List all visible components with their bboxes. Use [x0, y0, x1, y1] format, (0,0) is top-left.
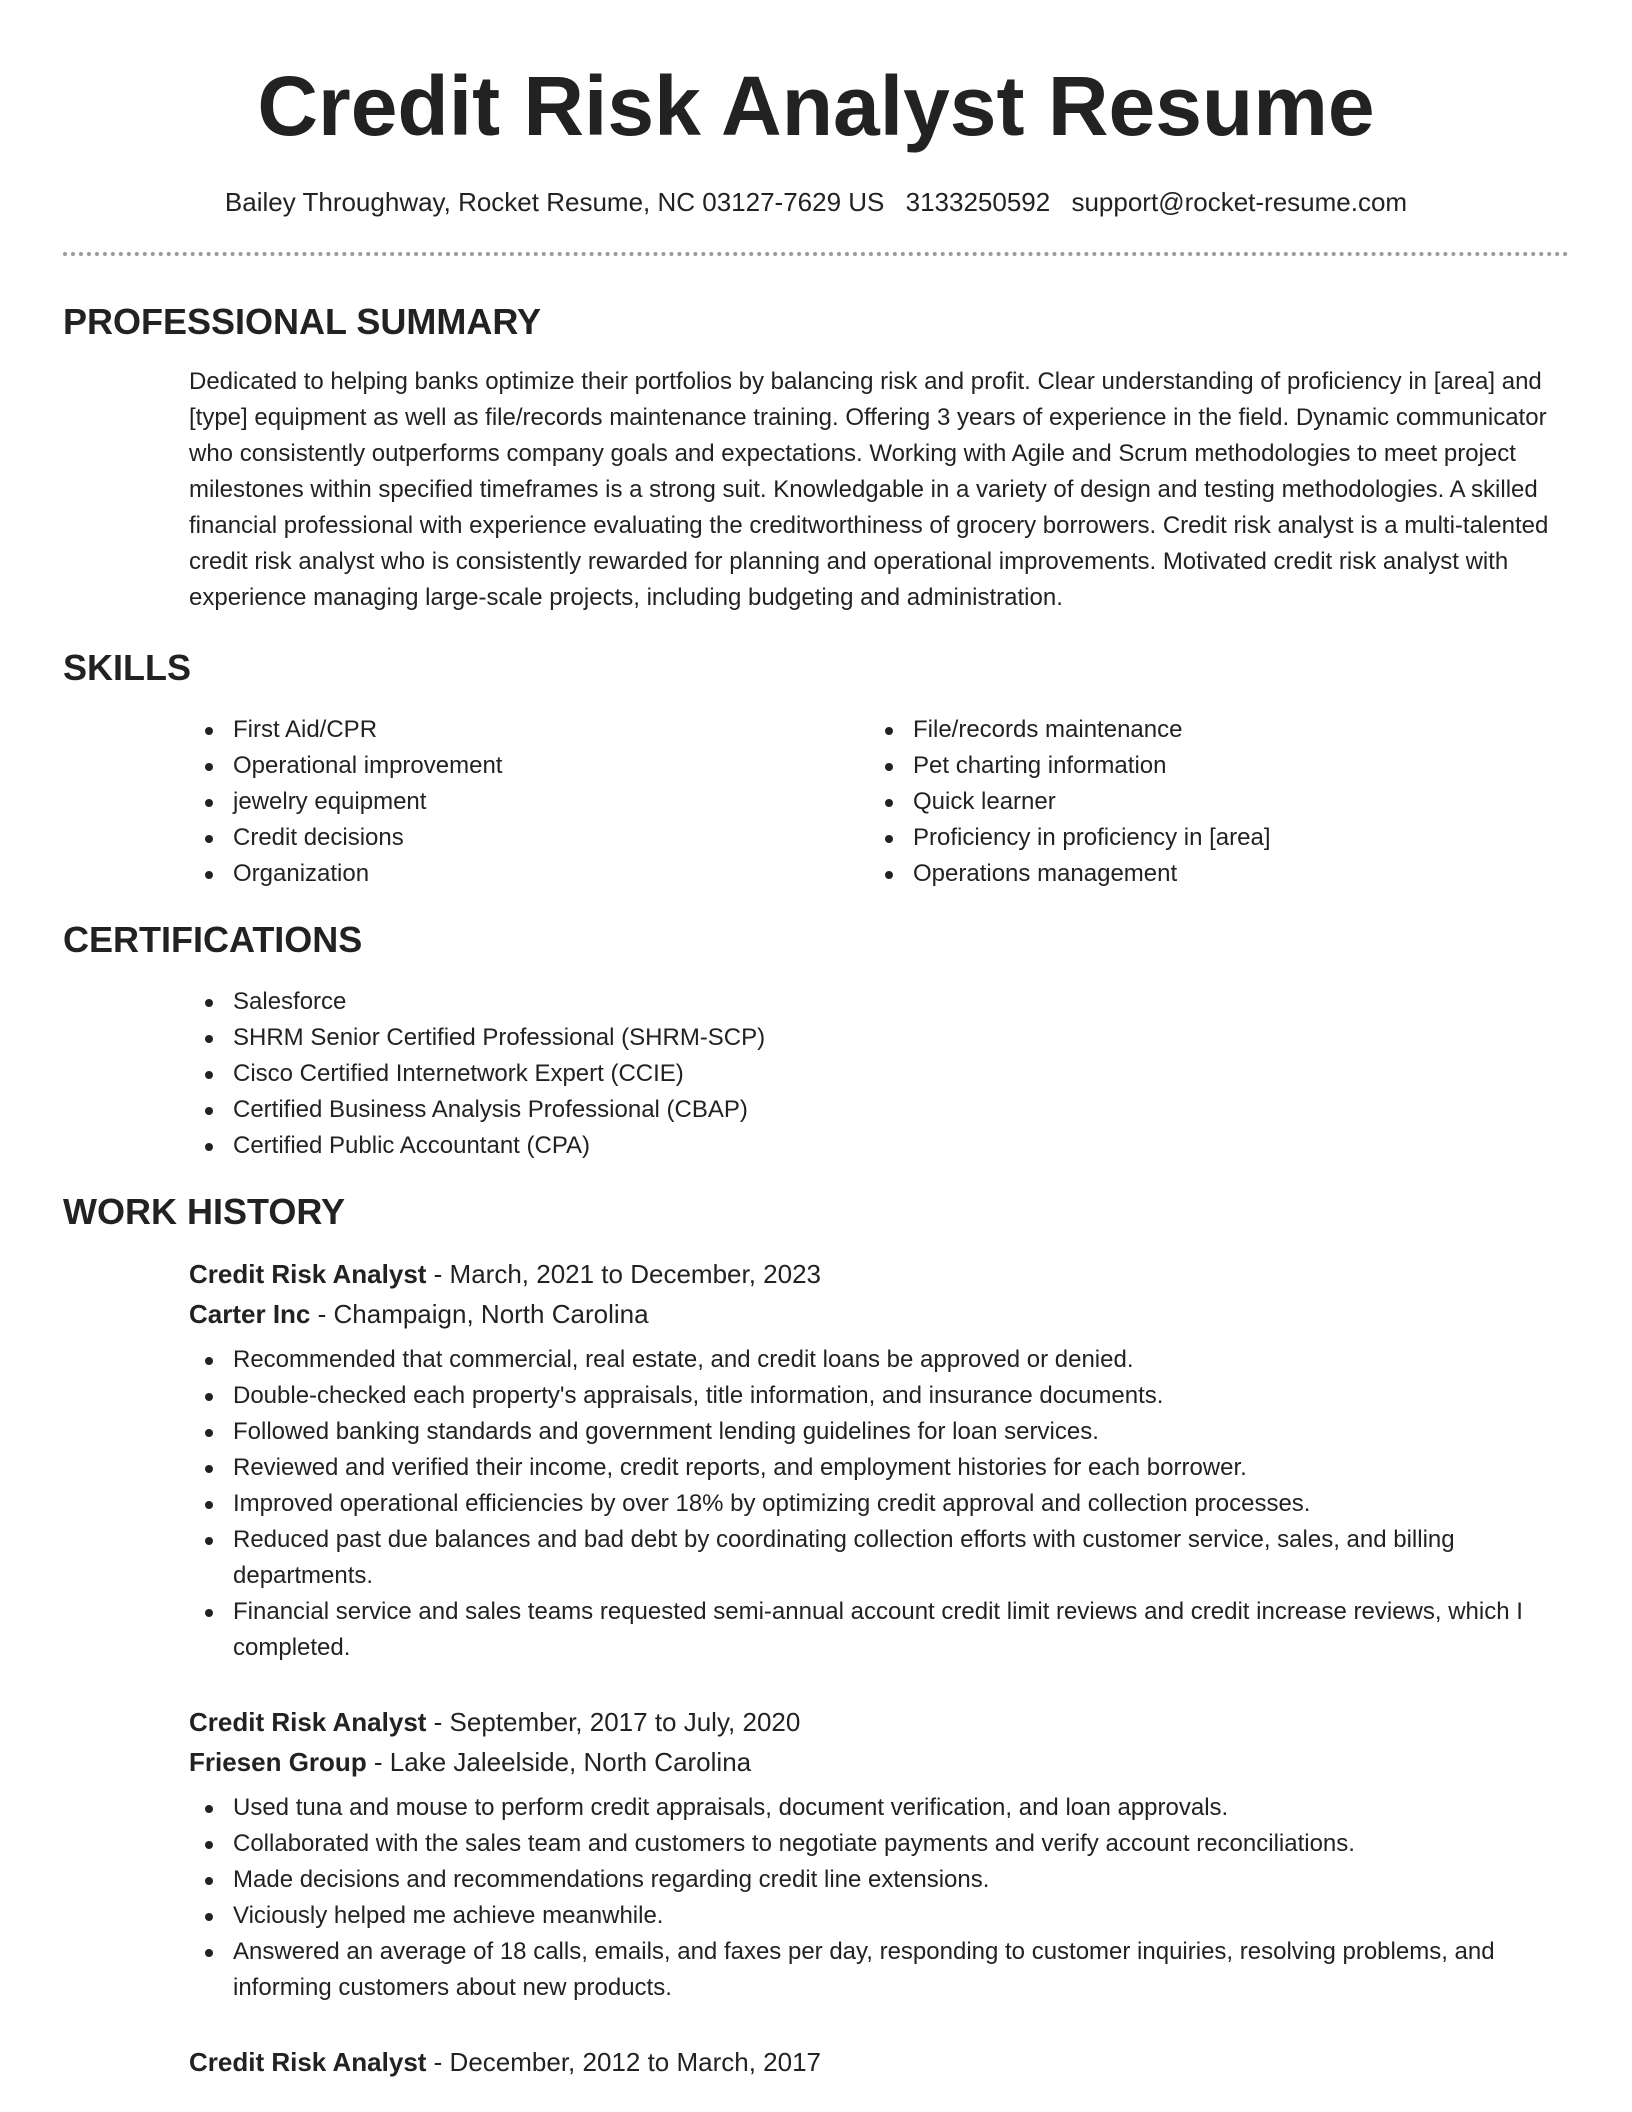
job-bullet: Answered an average of 18 calls, emails, and faxes per day, responding to customer inquiries, resolving problems, and informing customers about new products.: [189, 1934, 1569, 2006]
job-dates: - December, 2012 to March, 2017: [426, 2047, 821, 2077]
job-bullet: Improved operational efficiencies by over 18% by optimizing credit approval and collection processes.: [189, 1486, 1569, 1522]
certification-item: Certified Business Analysis Professional (CBAP): [189, 1092, 1569, 1128]
skill-item: First Aid/CPR: [189, 712, 869, 748]
certification-item: SHRM Senior Certified Professional (SHRM-SCP): [189, 1020, 1569, 1056]
contact-line: [0, 182, 1632, 222]
skills-list-right: [869, 712, 1549, 892]
certification-item: Certified Public Accountant (CPA): [189, 1128, 1569, 1164]
certification-item: Cisco Certified Internetwork Expert (CCIE): [189, 1056, 1569, 1092]
certifications-list: [189, 984, 1569, 1164]
job-entry: [189, 2042, 1569, 2082]
job-entry: [189, 1254, 1569, 1666]
resume-title: Credit Risk Analyst Resume: [257, 59, 1375, 153]
job-bullet: Double-checked each property's appraisals, title information, and insurance documents.: [189, 1378, 1569, 1414]
skill-item: Quick learner: [869, 784, 1549, 820]
job-title-line: [189, 1254, 1569, 1294]
contact-address: Bailey Throughway, Rocket Resume, NC 03127-7629 US: [224, 187, 885, 217]
summary-heading: PROFESSIONAL SUMMARY: [63, 301, 542, 342]
job-dates: - March, 2021 to December, 2023: [426, 1259, 821, 1289]
contact-phone: 3133250592: [905, 187, 1051, 217]
work-history-heading: WORK HISTORY: [63, 1191, 346, 1232]
skill-item: jewelry equipment: [189, 784, 869, 820]
job-company-line: [189, 1294, 1569, 1334]
summary-text: Dedicated to helping banks optimize their portfolios by balancing risk and profit. Clear understanding of proficiency in [area] and [type] equipment as well as file/records maintenance training. Offering 3 years of experience in the field. Dynamic communicator who consistently outperforms company goals and expectations. Working with Agile and Scrum methodologies to meet project milestones within specified timeframes is a strong suit. Knowledgable in a variety of design and testing methodologies. A skilled financial professional with experience evaluating the creditworthiness of grocery borrowers. Credit risk analyst is a multi-talented credit risk analyst who is consistently rewarded for planning and operational improvements. Motivated credit risk analyst with experience managing large-scale projects, including budgeting and administration.: [189, 368, 1549, 611]
job-title: Credit Risk Analyst: [189, 1707, 427, 1737]
job-bullet: Reduced past due balances and bad debt by coordinating collection efforts with customer service, sales, and billing departments.: [189, 1522, 1569, 1594]
skill-item: Operational improvement: [189, 748, 869, 784]
skill-item: Pet charting information: [869, 748, 1549, 784]
job-company: Friesen Group: [189, 1747, 367, 1777]
job-bullet: Reviewed and verified their income, credit reports, and employment histories for each borrower.: [189, 1450, 1569, 1486]
job-bullet: Financial service and sales teams requested semi-annual account credit limit reviews and credit increase reviews, which I completed.: [189, 1594, 1569, 1666]
job-dates: - September, 2017 to July, 2020: [426, 1707, 801, 1737]
job-bullets: [189, 1342, 1569, 1666]
header-divider: [63, 252, 1569, 256]
job-title-line: [189, 2042, 1569, 2082]
skills-columns: [189, 712, 1569, 892]
skills-list-left: [189, 712, 869, 892]
job-bullet: Recommended that commercial, real estate, and credit loans be approved or denied.: [189, 1342, 1569, 1378]
skill-item: Organization: [189, 856, 869, 892]
skills-heading: SKILLS: [63, 647, 192, 688]
job-bullets: [189, 1790, 1569, 2006]
job-title: Credit Risk Analyst: [189, 2047, 427, 2077]
job-bullet: Collaborated with the sales team and customers to negotiate payments and verify account reconciliations.: [189, 1826, 1569, 1862]
job-title: Credit Risk Analyst: [189, 1259, 427, 1289]
job-bullet: Followed banking standards and government lending guidelines for loan services.: [189, 1414, 1569, 1450]
job-location: - Champaign, North Carolina: [310, 1299, 649, 1329]
job-entry: [189, 1702, 1569, 2006]
job-company: Carter Inc: [189, 1299, 311, 1329]
skill-item: Credit decisions: [189, 820, 869, 856]
job-bullet: Viciously helped me achieve meanwhile.: [189, 1898, 1569, 1934]
job-title-line: [189, 1702, 1569, 1742]
job-bullet: Used tuna and mouse to perform credit appraisals, document verification, and loan approvals.: [189, 1790, 1569, 1826]
job-company-line: [189, 1742, 1569, 1782]
certification-item: Salesforce: [189, 984, 1569, 1020]
skill-item: Proficiency in proficiency in [area]: [869, 820, 1549, 856]
skill-item: File/records maintenance: [869, 712, 1549, 748]
certifications-heading: CERTIFICATIONS: [63, 919, 363, 960]
skill-item: Operations management: [869, 856, 1549, 892]
job-location: - Lake Jaleelside, North Carolina: [366, 1747, 752, 1777]
job-bullet: Made decisions and recommendations regarding credit line extensions.: [189, 1862, 1569, 1898]
contact-email: support@rocket-resume.com: [1071, 187, 1408, 217]
